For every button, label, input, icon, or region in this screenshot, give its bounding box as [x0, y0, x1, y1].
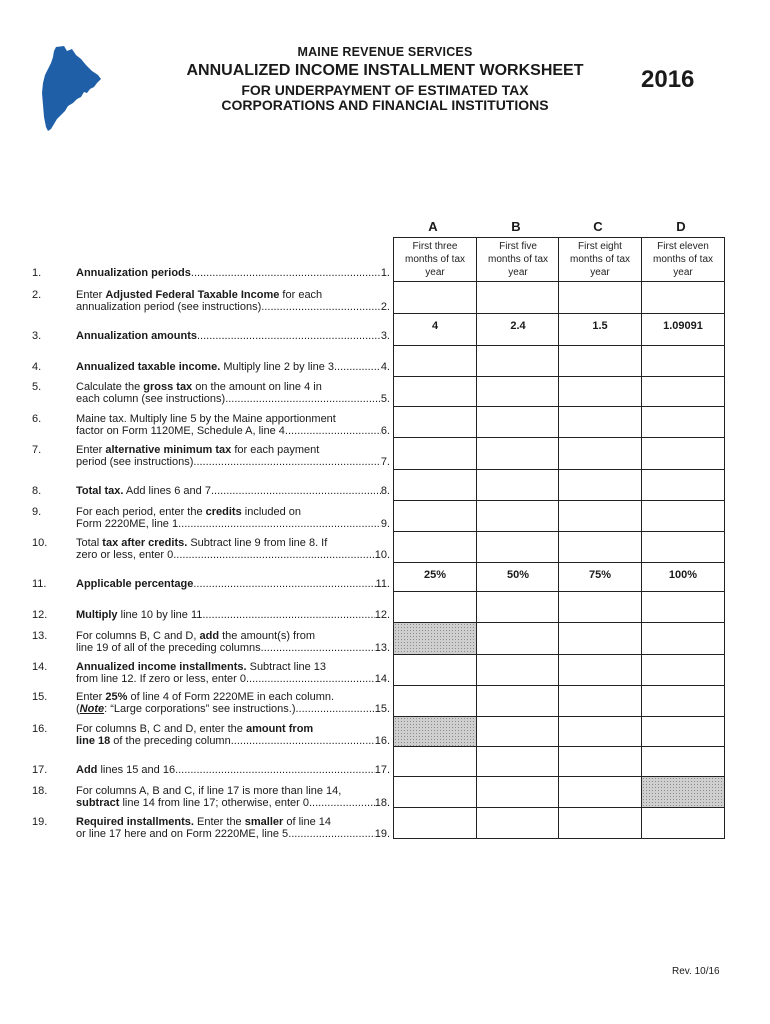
tax-year: 2016: [641, 66, 695, 93]
line-text: from line 12. If zero or less, enter 0: [76, 672, 246, 685]
line-number: 13.: [32, 630, 48, 642]
line-5-col-c-input[interactable]: [558, 376, 642, 407]
period-header-text: months of tax: [652, 254, 714, 265]
leader-dots: [211, 486, 381, 498]
line-text: (Note: “Large corporations” see instructions.): [76, 702, 296, 715]
leader-dots: [191, 268, 381, 280]
leader-dots: [309, 798, 375, 810]
leader-dots: [225, 394, 381, 406]
line-19-col-b-input[interactable]: [476, 807, 560, 839]
line-9-col-a-input[interactable]: [393, 500, 477, 532]
line-text: Maine tax. Multiply line 5 by the Maine apportionment: [76, 413, 336, 425]
line-18-col-d-shaded: [641, 776, 725, 808]
line-text: subtract line 14 from line 17; otherwise, enter 0: [76, 796, 309, 809]
leader-dots: [231, 736, 375, 748]
period-header-text: First five: [499, 241, 537, 252]
line-ref: 16.: [374, 734, 390, 747]
line-text: Enter Adjusted Federal Taxable Income for each: [76, 289, 323, 301]
line-17-col-c-input[interactable]: [558, 746, 642, 777]
column-letter-d: D: [676, 219, 686, 234]
line-ref: 6.: [380, 424, 390, 437]
line-number: 19.: [32, 816, 48, 828]
line-11-col-d-value: 100%: [641, 562, 725, 592]
column-letter-b: B: [511, 219, 521, 234]
column-b-period-header: [476, 237, 560, 282]
line-text: Annualized taxable income. Multiply line 2 by line 3: [76, 361, 334, 373]
line-6-col-a-input[interactable]: [393, 406, 477, 438]
line-6-col-d-input[interactable]: [641, 406, 725, 438]
line-19-col-a-input[interactable]: [393, 807, 477, 839]
line-5-col-a-input[interactable]: [393, 376, 477, 407]
line-text: Enter 25% of line 4 of Form 2220ME in each column.: [76, 691, 335, 703]
leader-dots: [296, 704, 375, 716]
period-header-text: First eleven: [657, 241, 709, 252]
line-9-col-c-input[interactable]: [558, 500, 642, 532]
line-text: For columns A, B and C, if line 17 is more than line 14,: [76, 785, 342, 797]
period-header-text: year: [590, 267, 610, 278]
line-4-col-d-input[interactable]: [641, 345, 725, 377]
line-14-col-b-input[interactable]: [476, 654, 560, 686]
line-18-col-a-input[interactable]: [393, 776, 477, 808]
line-ref: 4.: [380, 361, 390, 373]
line-7-col-c-input[interactable]: [558, 437, 642, 470]
line-number: 6.: [32, 413, 42, 425]
line-4-col-a-input[interactable]: [393, 345, 477, 377]
line-text: Multiply line 10 by line 11: [76, 609, 203, 621]
leader-dots: [261, 643, 375, 655]
line-13-col-c-input[interactable]: [558, 622, 642, 655]
line-number: 5.: [32, 381, 42, 393]
line-text: Applicable percentage: [76, 578, 194, 590]
line-7-col-d-input[interactable]: [641, 437, 725, 470]
line-text: each column (see instructions): [76, 392, 226, 405]
leader-dots: [261, 302, 381, 314]
line-16-col-b-input[interactable]: [476, 716, 560, 747]
line-text: Annualization amounts: [76, 330, 197, 342]
line-19-col-c-input[interactable]: [558, 807, 642, 839]
line-number: 14.: [32, 661, 48, 673]
line-2-col-a-input[interactable]: [393, 281, 477, 314]
line-15-col-b-input[interactable]: [476, 685, 560, 717]
line-13-col-d-input[interactable]: [641, 622, 725, 655]
line-number: 11.: [32, 578, 47, 590]
line-9-col-b-input[interactable]: [476, 500, 560, 532]
leader-dots: [193, 457, 380, 469]
line-ref: 19.: [374, 827, 390, 840]
line-ref: 7.: [380, 455, 390, 468]
line-number: 8.: [32, 485, 42, 497]
line-text: For columns B, C and D, add the amount(s) from: [76, 630, 316, 642]
leader-dots: [173, 550, 374, 562]
line-ref: 3.: [380, 330, 390, 342]
line-number: 1.: [32, 267, 42, 279]
line-15-col-c-input[interactable]: [558, 685, 642, 717]
line-16-col-c-input[interactable]: [558, 716, 642, 747]
line-ref: 5.: [380, 392, 390, 405]
line-4-col-b-input[interactable]: [476, 345, 560, 377]
line-17-col-d-input[interactable]: [641, 746, 725, 777]
leader-dots: [246, 674, 375, 686]
line-3-col-b-value: 2.4: [476, 313, 560, 346]
line-text: Enter alternative minimum tax for each payment: [76, 444, 320, 456]
line-3-col-a-value: 4: [393, 313, 477, 346]
line-number: 17.: [32, 764, 48, 776]
line-text: Required installments. Enter the smaller of line 14: [76, 816, 331, 828]
line-11-col-c-value: 75%: [558, 562, 642, 592]
line-15-col-a-input[interactable]: [393, 685, 477, 717]
period-header-text: First eight: [578, 241, 622, 252]
line-9-col-d-input[interactable]: [641, 500, 725, 532]
leader-dots: [193, 579, 375, 591]
line-13-col-b-input[interactable]: [476, 622, 560, 655]
line-number: 16.: [32, 723, 48, 735]
line-number: 4.: [32, 361, 42, 373]
line-ref: 2.: [380, 300, 390, 313]
line-text: line 19 of all of the preceding columns: [76, 641, 261, 654]
line-2-col-d-input[interactable]: [641, 281, 725, 314]
line-ref: 1.: [380, 267, 390, 279]
line-text: period (see instructions): [76, 455, 194, 468]
line-10-col-d-input[interactable]: [641, 531, 725, 563]
line-text: Annualization periods: [76, 267, 191, 279]
period-header-text: year: [673, 267, 693, 278]
line-number: 7.: [32, 444, 42, 456]
line-number: 3.: [32, 330, 42, 342]
line-3-col-d-value: 1.09091: [641, 313, 725, 346]
column-d-period-header: [641, 237, 725, 282]
agency-name: MAINE REVENUE SERVICES: [297, 45, 473, 59]
line-text: Form 2220ME, line 1: [76, 517, 179, 530]
line-text: zero or less, enter 0: [76, 548, 174, 561]
line-12-col-c-input[interactable]: [558, 591, 642, 623]
line-number: 18.: [32, 785, 48, 797]
line-15-col-d-input[interactable]: [641, 685, 725, 717]
line-text: line 18 of the preceding column: [76, 734, 231, 747]
line-8-col-c-input[interactable]: [558, 469, 642, 501]
line-ref: 9.: [380, 517, 390, 530]
form-subtitle-line1: FOR UNDERPAYMENT OF ESTIMATED TAX: [241, 82, 529, 98]
line-ref: 17.: [374, 764, 390, 776]
line-text: Calculate the gross tax on the amount on line 4 in: [76, 381, 322, 393]
period-header-text: year: [508, 267, 528, 278]
line-4-col-c-input[interactable]: [558, 345, 642, 377]
line-5-col-d-input[interactable]: [641, 376, 725, 407]
column-letter-a: A: [428, 219, 438, 234]
line-number: 10.: [32, 537, 48, 549]
period-header-text: months of tax: [487, 254, 549, 265]
leader-dots: [202, 610, 374, 622]
leader-dots: [288, 829, 375, 841]
leader-dots: [175, 765, 375, 777]
period-header-text: First three: [412, 241, 458, 252]
line-18-col-b-input[interactable]: [476, 776, 560, 808]
column-a-period-header: [393, 237, 477, 282]
period-header-text: months of tax: [404, 254, 466, 265]
leader-dots: [285, 426, 381, 438]
line-8-col-b-input[interactable]: [476, 469, 560, 501]
line-11-col-b-value: 50%: [476, 562, 560, 592]
line-6-col-b-input[interactable]: [476, 406, 560, 438]
line-2-col-c-input[interactable]: [558, 281, 642, 314]
leader-dots: [178, 519, 381, 531]
line-text: Annualized income installments. Subtract line 13: [76, 661, 327, 673]
form-title: ANNUALIZED INCOME INSTALLMENT WORKSHEET: [186, 62, 584, 79]
line-17-col-b-input[interactable]: [476, 746, 560, 777]
line-6-col-c-input[interactable]: [558, 406, 642, 438]
line-5-col-b-input[interactable]: [476, 376, 560, 407]
line-ref: 15.: [374, 702, 390, 715]
line-14-col-d-input[interactable]: [641, 654, 725, 686]
line-16-col-d-input[interactable]: [641, 716, 725, 747]
line-7-col-a-input[interactable]: [393, 437, 477, 470]
maine-state-map-icon: [40, 45, 102, 135]
line-text: factor on Form 1120ME, Schedule A, line 4: [76, 424, 285, 437]
line-17-col-a-input[interactable]: [393, 746, 477, 777]
line-8-col-d-input[interactable]: [641, 469, 725, 501]
line-10-col-a-input[interactable]: [393, 531, 477, 563]
line-ref: 14.: [374, 672, 390, 685]
column-letter-c: C: [593, 219, 603, 234]
line-ref: 13.: [374, 641, 390, 654]
form-subtitle-line2: CORPORATIONS AND FINANCIAL INSTITUTIONS: [221, 97, 549, 113]
line-13-col-a-shaded: [393, 622, 477, 655]
line-number: 12.: [32, 609, 48, 621]
period-header-text: months of tax: [569, 254, 631, 265]
line-ref: 8.: [380, 485, 390, 497]
line-text: Add lines 15 and 16: [76, 764, 176, 776]
line-10-col-c-input[interactable]: [558, 531, 642, 563]
line-number: 15.: [32, 691, 48, 703]
line-ref: 10.: [374, 548, 390, 561]
line-3-col-c-value: 1.5: [558, 313, 642, 346]
line-14-col-c-input[interactable]: [558, 654, 642, 686]
line-14-col-a-input[interactable]: [393, 654, 477, 686]
line-19-col-d-input[interactable]: [641, 807, 725, 839]
line-ref: 12.: [374, 609, 390, 621]
revision-date: Rev. 10/16: [672, 966, 720, 977]
line-text: Total tax. Add lines 6 and 7: [76, 485, 211, 497]
line-number: 2.: [32, 289, 42, 301]
line-text: Total tax after credits. Subtract line 9 from line 8. If: [76, 537, 328, 549]
line-18-col-c-input[interactable]: [558, 776, 642, 808]
line-ref: 18.: [374, 796, 390, 809]
line-12-col-a-input[interactable]: [393, 591, 477, 623]
line-2-col-b-input[interactable]: [476, 281, 560, 314]
line-text: annualization period (see instructions): [76, 300, 262, 313]
line-text: or line 17 here and on Form 2220ME, line 5: [76, 827, 289, 840]
line-ref: 11.: [375, 578, 390, 590]
period-header-text: year: [425, 267, 445, 278]
line-number: 9.: [32, 506, 42, 518]
line-text: For columns B, C and D, enter the amount from: [76, 723, 314, 735]
leader-dots: [197, 331, 381, 343]
line-11-col-a-value: 25%: [393, 562, 477, 592]
line-8-col-a-input[interactable]: [393, 469, 477, 501]
line-16-col-a-shaded: [393, 716, 477, 747]
line-10-col-b-input[interactable]: [476, 531, 560, 563]
line-7-col-b-input[interactable]: [476, 437, 560, 470]
column-c-period-header: [558, 237, 642, 282]
line-text: For each period, enter the credits included on: [76, 506, 302, 518]
line-12-col-b-input[interactable]: [476, 591, 560, 623]
leader-dots: [334, 362, 381, 374]
line-12-col-d-input[interactable]: [641, 591, 725, 623]
